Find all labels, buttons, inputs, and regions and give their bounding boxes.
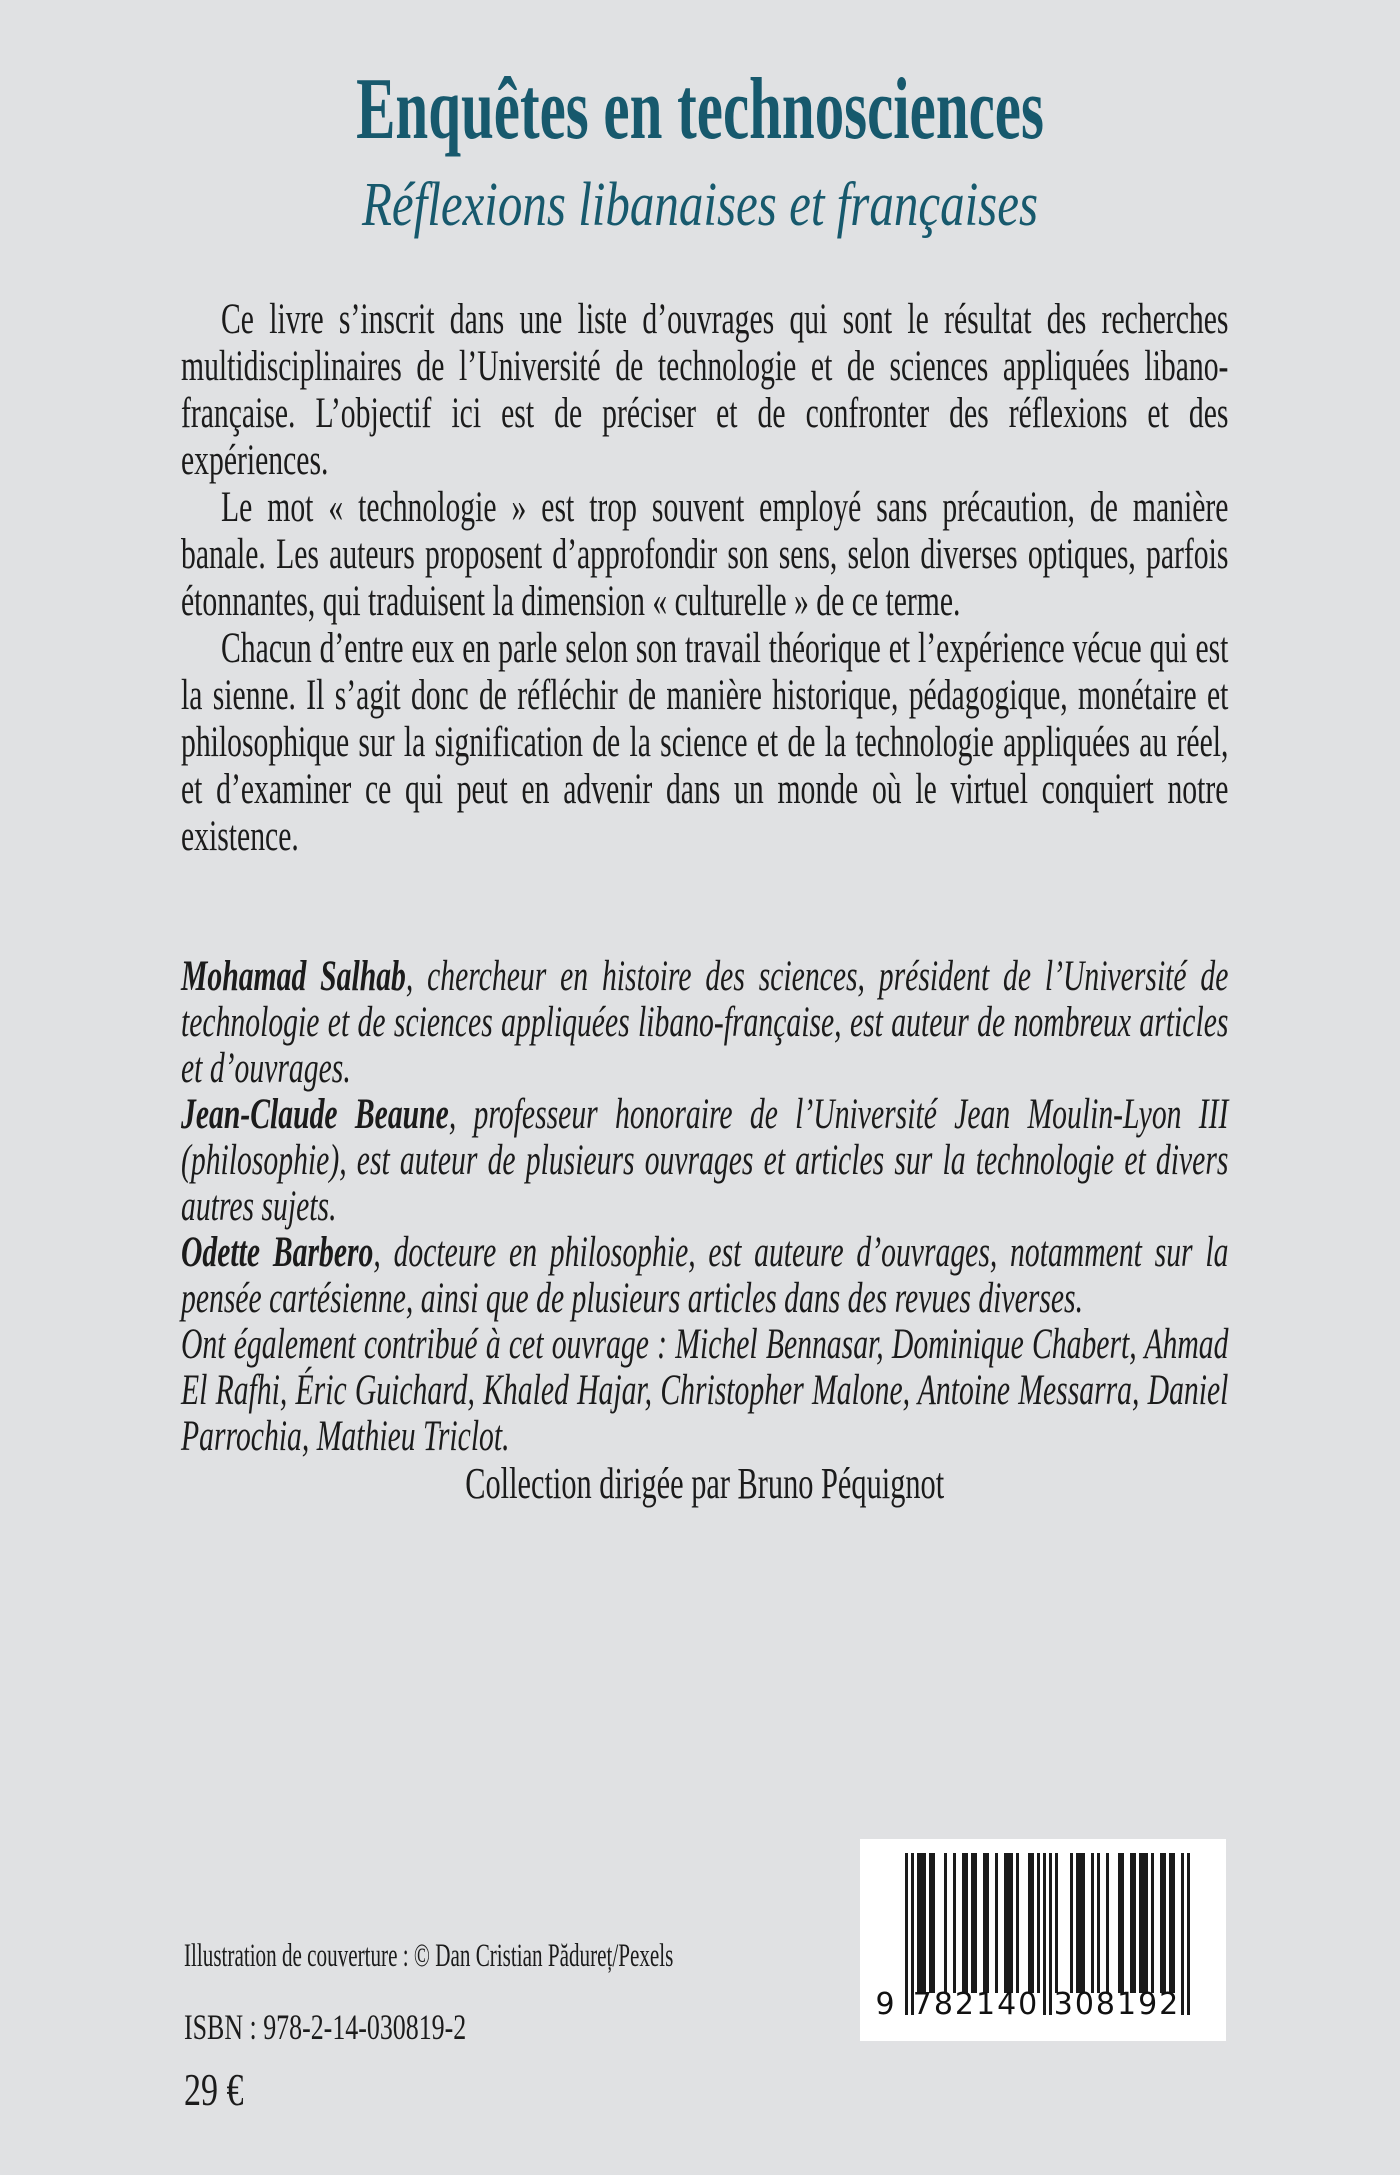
- author-name: Jean-Claude Beaune: [181, 1091, 449, 1138]
- isbn-line: ISBN : 978-2-14-030819-2: [184, 2007, 467, 2047]
- synopsis-paragraph: Le mot « technologie » est trop souvent employé sans précaution, de manière banale. Les auteurs proposent d’approfondir son sens, selon diverses optiques, parfois étonnantes, qui traduisent la dimension « culturelle » de ce terme.: [181, 484, 1229, 625]
- synopsis-paragraph: Ce livre s’inscrit dans une liste d’ouvrages qui sont le résultat des recherches multidisciplinaires de l’Université de technologie et de sciences appliquées libano-française. L’objectif ici est de préciser et de confronter des réflexions et des expériences.: [181, 296, 1229, 484]
- author-bio-text: , chercheur en histoire des sciences, président de l’Université de technologie et de sciences appliquées libano-française, est auteur de nombreux articles et d’ouvrages.: [181, 953, 1229, 1092]
- book-title: Enquêtes en technosciences: [356, 61, 1044, 158]
- barcode-digit-group: 782140: [912, 1987, 1040, 2022]
- price: 29 €: [184, 2064, 244, 2115]
- book-subtitle: Réflexions libanaises et françaises: [361, 171, 1039, 239]
- author-name: Odette Barbero: [181, 1229, 374, 1276]
- barcode-digit-group: 308192: [1053, 1987, 1181, 2022]
- author-bio: [181, 1092, 1228, 1230]
- barcode: [860, 1839, 1226, 2041]
- author-bio: [181, 954, 1228, 1092]
- back-cover-text: [181, 296, 1228, 1507]
- author-name: Mohamad Salhab: [181, 953, 406, 1000]
- author-bio: [181, 1230, 1228, 1322]
- illustration-credit: Illustration de couverture : © Dan Cristian Pădureț/Pexels: [184, 1938, 674, 1974]
- barcode-digit-group: 9: [875, 1987, 897, 2022]
- synopsis: [181, 296, 1228, 860]
- collection-line: Collection dirigée par Bruno Péquignot: [465, 1459, 945, 1508]
- author-bios: [181, 954, 1228, 1460]
- contributors-note: [181, 1322, 1228, 1460]
- contributors-text: Ont également contribué à cet ouvrage : Michel Bennasar, Dominique Chabert, Ahmad El Rafhi, Éric Guichard, Khaled Hajar, Christopher Malone, Antoine Messarra, Daniel Parrochia, Mathieu Triclot.: [181, 1321, 1229, 1460]
- author-bio-text: , professeur honoraire de l’Université Jean Moulin-Lyon III (philosophie), est auteur de plusieurs ouvrages et articles sur la technologie et divers autres sujets.: [181, 1091, 1229, 1230]
- synopsis-paragraph: Chacun d’entre eux en parle selon son travail théorique et l’expérience vécue qui est la sienne. Il s’agit donc de réfléchir de manière historique, pédagogique, monétaire et philosophique sur la signification de la science et de la technologie appliquées au réel, et d’examiner ce qui peut en advenir dans un monde où le virtuel conquiert notre existence.: [181, 625, 1229, 860]
- barcode-digits: [860, 1987, 1226, 2027]
- author-bio-text: , docteure en philosophie, est auteure d’ouvrages, notamment sur la pensée cartésienne, ainsi que de plusieurs articles dans des revues diverses.: [181, 1229, 1229, 1322]
